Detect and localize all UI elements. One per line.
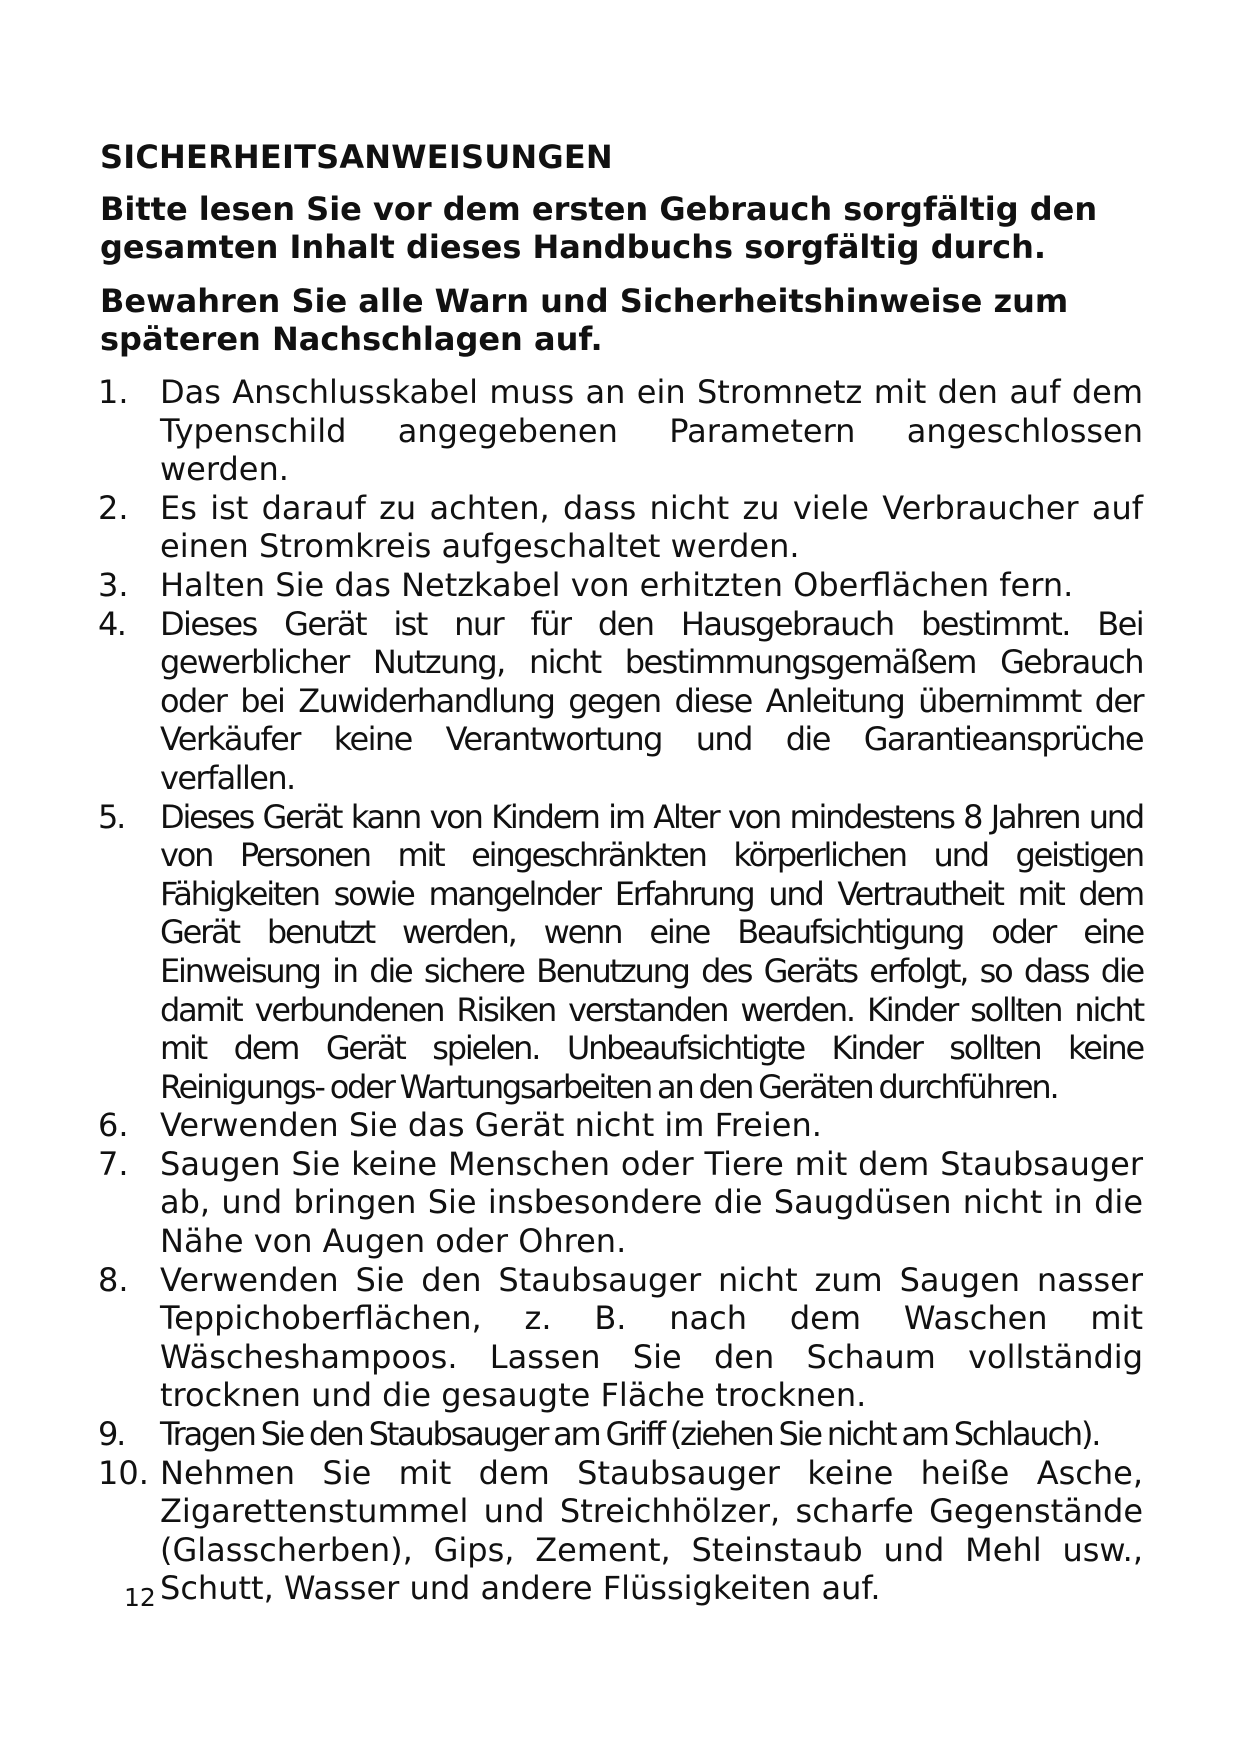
item-number: 5. bbox=[98, 797, 125, 836]
item-text: Es ist darauf zu achten, dass nicht zu viele Verbraucher auf einen Stromkreis aufgeschaltet werden. bbox=[160, 488, 1143, 566]
item-text: Dieses Gerät kann von Kindern im Alter von mindestens 8 Jahren und von Personen mit eingeschränkten körperlichen und geistigen Fähigkeiten sowie mangelnder Erfahrung und Vertrautheit mit dem Gerät benutzt werden, wenn eine Beaufsichtigung oder eine Einweisung in die sichere Benutzung des Geräts erfolgt, so dass die damit verbundenen Risiken verstanden werden. Kinder sollten nicht mit dem Gerät spielen. Unbeaufsichtigte Kinder sollten keine Reinigungs- oder Wartungsarbeiten an den Geräten durchführen. bbox=[160, 797, 1143, 1106]
safety-instructions-list bbox=[98, 373, 1143, 1608]
list-item bbox=[98, 566, 1143, 605]
item-text: Verwenden Sie das Gerät nicht im Freien. bbox=[160, 1106, 822, 1145]
page-title: SICHERHEITSANWEISUNGEN bbox=[100, 138, 613, 176]
item-text: Tragen Sie den Staubsauger am Griff (ziehen Sie nicht am Schlauch). bbox=[160, 1415, 1100, 1454]
list-item bbox=[98, 489, 1143, 566]
page-number: 12 bbox=[124, 1583, 156, 1612]
item-number: 8. bbox=[98, 1260, 129, 1299]
item-number: 4. bbox=[98, 604, 126, 643]
item-number: 2. bbox=[98, 488, 129, 527]
list-item bbox=[98, 373, 1143, 489]
item-number: 7. bbox=[98, 1144, 129, 1183]
item-number: 9. bbox=[98, 1415, 125, 1454]
list-item bbox=[98, 1145, 1143, 1261]
item-number: 6. bbox=[98, 1106, 129, 1145]
intro-keep-instructions: Bewahren Sie alle Warn und Sicherheitshinweise zum späteren Nachschlagen auf. bbox=[100, 282, 1069, 358]
list-item bbox=[98, 1261, 1143, 1415]
intro-read-manual: Bitte lesen Sie vor dem ersten Gebrauch sorgfältig den gesamten Inhalt dieses Handbuchs sorgfältig durch. bbox=[100, 190, 1098, 266]
list-item bbox=[98, 1106, 1143, 1145]
item-text: Verwenden Sie den Staubsauger nicht zum Saugen nasser Teppichoberflächen, z. B. nach dem Waschen mit Wäscheshampoos. Lassen Sie den Schaum vollständig trocknen und die gesaugte Fläche trocknen. bbox=[160, 1260, 1143, 1415]
item-number: 3. bbox=[98, 565, 129, 604]
list-item bbox=[98, 605, 1143, 798]
item-text: Saugen Sie keine Menschen oder Tiere mit dem Staubsauger ab, und bringen Sie insbesondere die Saugdüsen nicht in die Nähe von Augen oder Ohren. bbox=[160, 1144, 1143, 1261]
list-item bbox=[98, 1415, 1143, 1454]
list-item bbox=[98, 798, 1143, 1107]
item-text: Das Anschlusskabel muss an ein Stromnetz mit den auf dem Typenschild angegebenen Parametern angeschlossen werden. bbox=[160, 373, 1143, 489]
item-number: 1. bbox=[98, 373, 129, 411]
item-text: Halten Sie das Netzkabel von erhitzten Oberflächen fern. bbox=[160, 565, 1074, 604]
item-text: Dieses Gerät ist nur für den Hausgebrauch bestimmt. Bei gewerblicher Nutzung, nicht bestimmungsgemäßem Gebrauch oder bei Zuwiderhandlung gegen diese Anleitung übernimmt der Verkäufer keine Verantwortung und die Garantieansprüche verfallen. bbox=[160, 604, 1143, 797]
item-number: 10. bbox=[98, 1453, 149, 1492]
item-text: Nehmen Sie mit dem Staubsauger keine heiße Asche, Zigarettenstummel und Streichhölzer, scharfe Gegenstände (Glasscherben), Gips, Zement, Steinstaub und Mehl usw., Schutt, Wasser und andere Flüssigkeiten auf. bbox=[160, 1453, 1143, 1608]
list-item bbox=[98, 1454, 1143, 1608]
